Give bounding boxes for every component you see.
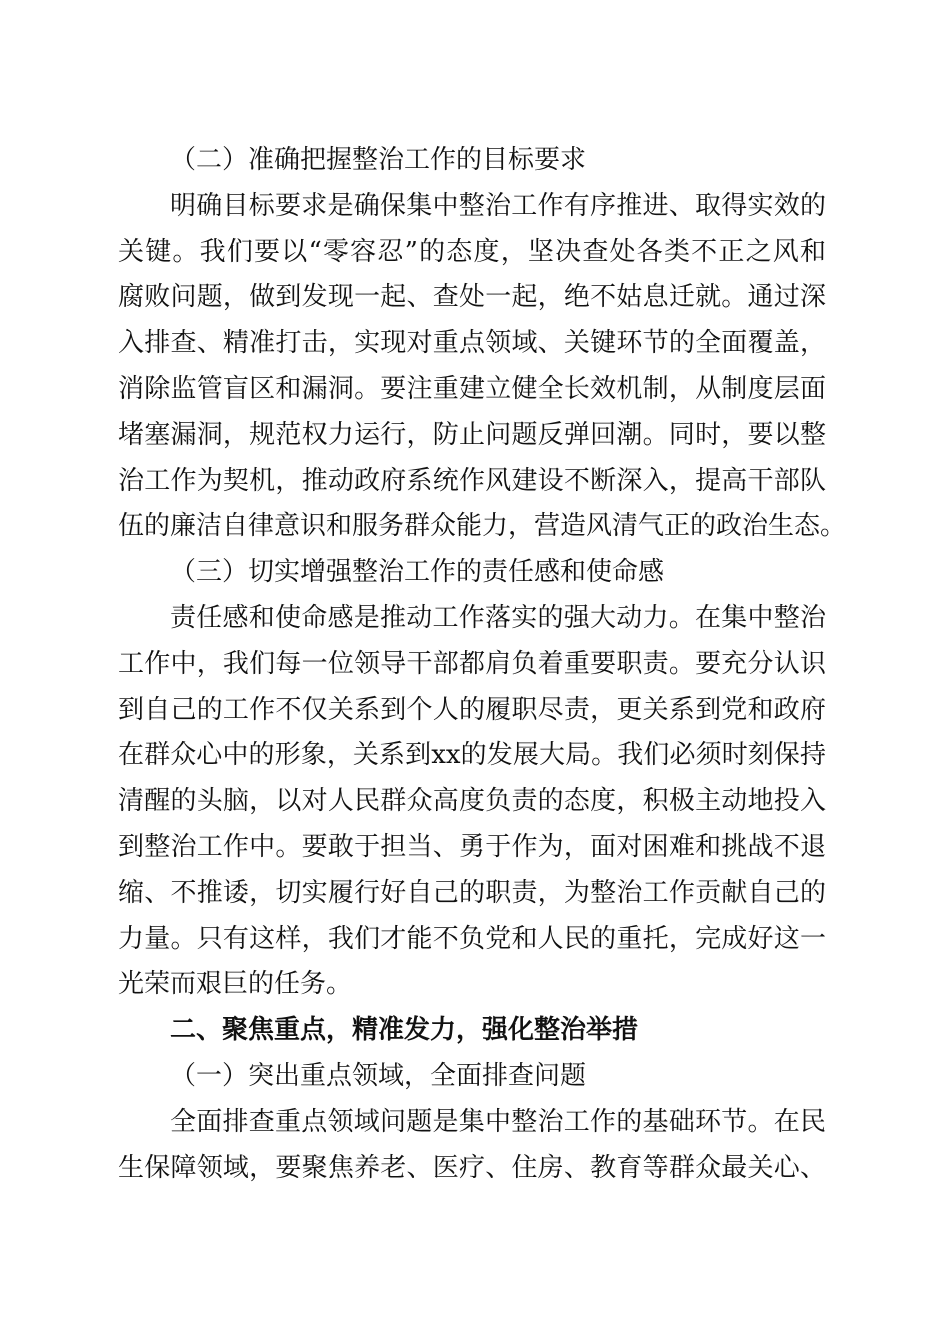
paragraph-goals — [118, 184, 847, 550]
paragraph-line: 缩、不推诿，切实履行好自己的职责，为整治工作贡献自己的 — [118, 877, 826, 908]
paragraph-line: 入排查、精准打击，实现对重点领域、关键环节的全面覆盖， — [118, 328, 826, 359]
paragraph-line: 全面排查重点领域问题是集中整治工作的基础环节。在民 — [170, 1106, 826, 1137]
paragraph-line: 在群众心中的形象，关系到xx的发展大局。我们必须时刻保持 — [118, 740, 826, 771]
paragraph-line: 腐败问题，做到发现一起、查处一起，绝不姑息迁就。通过深 — [118, 282, 826, 313]
paragraph-line: 堵塞漏洞，规范权力运行，防止问题反弹回潮。同时，要以整 — [118, 419, 826, 450]
paragraph-line: 生保障领域，要聚焦养老、医疗、住房、教育等群众最关心、 — [118, 1152, 826, 1183]
paragraph-line: 清醒的头脑，以对人民群众高度负责的态度，积极主动地投入 — [118, 786, 826, 817]
paragraph-line: 光荣而艰巨的任务。 — [118, 969, 353, 1000]
paragraph-line: 责任感和使命感是推动工作落实的强大动力。在集中整治 — [170, 602, 826, 633]
paragraph-line: 工作中，我们每一位领导干部都肩负着重要职责。要充分认识 — [118, 648, 826, 679]
subheading-3: （三）切实增强整治工作的责任感和使命感 — [170, 557, 665, 588]
paragraph-line: 治工作为契机，推动政府系统作风建设不断深入，提高干部队 — [118, 465, 826, 496]
paragraph-responsibility — [118, 596, 826, 1008]
paragraph-line: 消除监管盲区和漏洞。要注重建立健全长效机制，从制度层面 — [118, 373, 826, 404]
document-body — [118, 138, 847, 1191]
subheading-1: （一）突出重点领域，全面排查问题 — [170, 1060, 587, 1091]
paragraph-key-areas — [118, 1100, 826, 1192]
paragraph-line: 关键。我们要以“零容忍”的态度，坚决查处各类不正之风和 — [118, 236, 826, 267]
subheading-2: （二）准确把握整治工作的目标要求 — [170, 145, 587, 175]
paragraph-line: 伍的廉洁自律意识和服务群众能力，营造风清气正的政治生态。 — [118, 511, 847, 542]
paragraph-line: 到自己的工作不仅关系到个人的履职尽责，更关系到党和政府 — [118, 694, 826, 725]
paragraph-line: 明确目标要求是确保集中整治工作有序推进、取得实效的 — [170, 190, 826, 221]
section-heading-2: 二、聚焦重点，精准发力，强化整治举措 — [170, 1015, 639, 1046]
paragraph-line: 到整治工作中。要敢于担当、勇于作为，面对困难和挑战不退 — [118, 831, 826, 862]
paragraph-line: 力量。只有这样，我们才能不负党和人民的重托，完成好这一 — [118, 923, 826, 954]
